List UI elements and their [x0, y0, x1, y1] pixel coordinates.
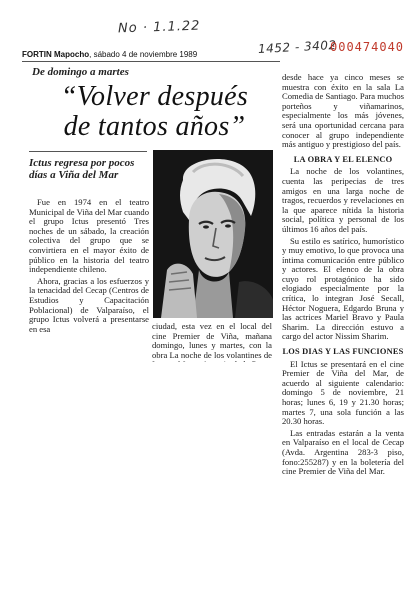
masthead: FORTIN Mapocho, sábado 4 de noviembre 1989 [22, 50, 198, 59]
column-3-paragraph-1: desde hace ya cinco meses se muestra con éxito en la sala La Comedia de Santiago. Para muchos porteños y viñamarinos, especialmente los más jóvenes, será una oportunidad cercana para conocer al grupo independiente más antiguo y prestigioso del país. [282, 72, 404, 150]
article-column-1 [29, 197, 149, 334]
handwritten-catalog-number: 1452 - 3402 [257, 37, 337, 57]
masthead-rule [22, 61, 280, 62]
headline [42, 82, 267, 142]
column-1-paragraph-1: Fue en 1974 en el teatro Municipal de Viña del Mar cuando el grupo Ictus presentó Tres noches de un sábado, la creación colectiva del grupo que se convirtiera en el mayor éxito de público en la historia del teatro independiente chileno. [29, 197, 149, 275]
section-heading-dias-funciones: LOS DIAS Y LAS FUNCIONES [282, 347, 404, 357]
headline-line-2: de tantos años” [63, 111, 246, 142]
headline-line-1: “Volver después [60, 81, 249, 112]
archive-stamp: 000474040 [330, 40, 405, 54]
section-heading-obra-elenco: LA OBRA Y EL ELENCO [293, 154, 393, 164]
publication-name: FORTIN Mapocho [22, 50, 90, 59]
column-3-paragraph-5: Las entradas estarán a la venta en Valparaíso en el local de Cecap (Avda. Argentina 283-3 piso, fono:255287) y en la boletería del cine Premier de Viña del Mar. [282, 427, 404, 477]
kicker: De domingo a martes [32, 66, 129, 78]
headline-rule [29, 151, 147, 152]
handwritten-archive-note: No · 1.1.22 [117, 18, 201, 37]
column-1-paragraph-2: Ahora, gracias a los esfuerzos y la tenacidad del Cecap (Centros de Estudios y Capacitación Poblacional) de Valparaíso, el grupo Ictus volverá a presentarse en esa [29, 275, 149, 334]
subheadline: Ictus regresa por pocos días a Viña del Mar [29, 157, 135, 181]
article-column-2 [152, 322, 272, 362]
portrait-photo-image [153, 150, 273, 318]
column-2-paragraph-1: ciudad, esta vez en el local del cine Premier de Viña, mañana domingo, lunes y martes, con la obra La noche de los volantines de [152, 321, 272, 360]
portrait-photo [153, 150, 273, 318]
column-3-paragraph-2: La noche de los volantines, cuenta las peripecias de tres amigos en una larga noche de tragos, recuerdos y revelaciones en la que aparece nítida la historia social, política y personal de los últimos 16 años del país. [282, 166, 404, 234]
blank-area [22, 362, 280, 600]
publication-date: sábado 4 de noviembre 1989 [93, 50, 198, 59]
column-3-paragraph-4: El Ictus se presentará en el cine Premier de Viña del Mar, de acuerdo al siguiente calendario: domingo 5 de noviembre, 21 horas; lunes 6, 19 y 21.30 horas; martes 7, una sola función a las 20.30 horas. [282, 358, 404, 427]
article-column-3 [282, 73, 404, 613]
column-3-paragraph-3: Su estilo es satírico, humorístico y muy emotivo, lo que provoca una íntima comunicación entre público y actores. El elenco de la obra cuyo rol protagónico ha sido elogiado especialmente por la crítica, lo integran José Secall, Héctor Noguera, Edgardo Bruna y las actrices Mariel Bravo y Paula Sharim. La dirección estuvo a cargo del actor Nissim Sharim. [282, 235, 404, 342]
